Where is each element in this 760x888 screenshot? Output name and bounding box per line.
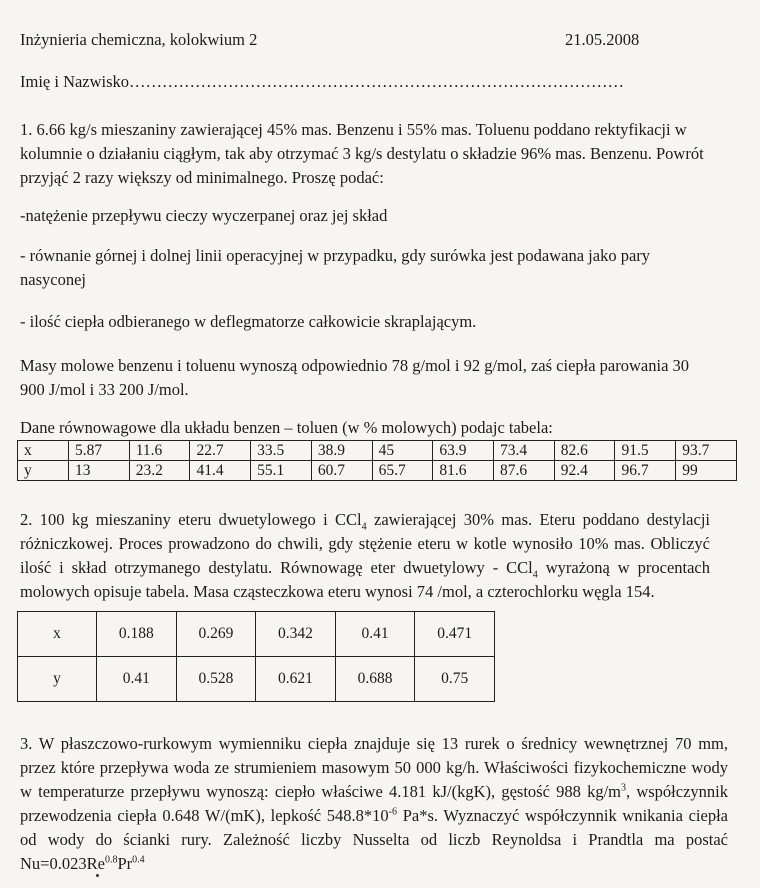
table-row-x <box>18 441 737 461</box>
task3-sup-d: 0.4 <box>132 854 145 866</box>
row-label-y: y <box>18 461 69 481</box>
task3-text-b: , współczynnik przewodzenia ciepła 0.648 W/(mK), lepkość 548.8*10 <box>20 782 728 825</box>
task2-text-c: wyrażoną w procentach molowych opisuje tabela. Masa cząsteczkowa eteru wynosi 74 /mol, a czterochlorku węgla 154. <box>20 558 711 601</box>
task2-sub-b: 4 <box>532 569 538 581</box>
table-cell: 82.6 <box>554 441 615 461</box>
table-cell: 63.9 <box>433 441 494 461</box>
task2-intro <box>20 508 710 604</box>
name-field: Imię i Nazwisko……………………………………………………………………………… <box>20 72 625 91</box>
exam-title: Inżynieria chemiczna, kolokwium 2 <box>20 30 258 49</box>
table-cell: 55.1 <box>251 461 312 481</box>
task2-text-b: zawierającej 30% mas. Eteru poddano destylacji różniczkowej. Proces prowadzono do chwili, gdy stężenie eteru w kotle wynosiło 10% mas. Obliczyć ilość i skład otrzymanego destylatu. Równowagę eter dwuetylowy - CCl <box>20 510 710 577</box>
task1-masses: Masy molowe benzenu i toluenu wynoszą odpowiednio 78 g/mol i 92 g/mol, zaś ciepła parowania 30 900 J/mol i 33 200 J/mol. <box>20 356 690 399</box>
table-cell: 96.7 <box>615 461 676 481</box>
task3-sup-c: 0.8 <box>104 854 118 866</box>
table-row-y <box>18 657 495 702</box>
table-cell: 33.5 <box>251 441 312 461</box>
table-cell: 38.9 <box>311 441 372 461</box>
table-cell: 0.528 <box>176 657 256 702</box>
task3-sup-a: 3 <box>621 782 626 794</box>
table-cell: 0.269 <box>176 612 256 657</box>
table-cell: 13 <box>69 461 130 481</box>
exam-date: 21.05.2008 <box>565 30 640 49</box>
table-cell: 92.4 <box>554 461 615 481</box>
vle-table-benzene-toluene <box>17 440 737 481</box>
table-cell: 23.2 <box>129 461 190 481</box>
task1-point2: - równanie górnej i dolnej linii operacyjnej w przypadku, gdy surówka jest podawana jako pary nasyconej <box>20 246 651 289</box>
table-cell: 11.6 <box>129 441 190 461</box>
vle-table-ether-ccl4 <box>17 611 495 702</box>
row-label-x: x <box>18 612 97 657</box>
task3-sup-b: -6 <box>388 806 397 818</box>
table-cell: 87.6 <box>494 461 555 481</box>
table-cell: 0.188 <box>97 612 177 657</box>
table-cell: 45 <box>372 441 433 461</box>
table-cell: 22.7 <box>190 441 251 461</box>
task3-text-c: Pa*s. Wyznaczyć współczynnik wnikania ciepła od wody do ścianki rury. Zależność liczby Nusselta od liczb Reynoldsa i Prandtla ma postać Nu=0.023Re <box>20 806 728 873</box>
table-cell: 91.5 <box>615 441 676 461</box>
table-cell: 99 <box>676 461 737 481</box>
table-cell: 0.41 <box>335 612 415 657</box>
task1-intro: 1. 6.66 kg/s mieszaniny zawierającej 45% mas. Benzenu i 55% mas. Toluenu poddano rektyfikacji w kolumnie o działaniu ciągłym, tak aby otrzymać 3 kg/s destylatu o składzie 96% mas. Benzenu. Powrót przyjąć 2 razy większy od minimalnego. Proszę podać: <box>20 120 704 187</box>
row-label-x: x <box>18 441 69 461</box>
table-cell: 65.7 <box>372 461 433 481</box>
table-row-x <box>18 612 495 657</box>
table-row-y <box>18 461 737 481</box>
table-cell: 0.342 <box>256 612 336 657</box>
table-cell: 0.621 <box>256 657 336 702</box>
task2-sub-a: 4 <box>361 521 367 533</box>
task3-text-a: 3. W płaszczowo-rurkowym wymienniku ciepła znajduje się 13 rurek o średnicy wewnętrznej 70 mm, przez które przepływa woda ze strumieniem masowym 50 000 kg/h. Właściwości fizykochemiczne wody w temperaturze przepływu wynoszą: ciepło właściwe 4.181 kJ/(kgK), gęstość 988 kg/m <box>20 734 728 801</box>
scan-dot <box>96 874 99 877</box>
table-cell: 0.471 <box>415 612 495 657</box>
task2-text-a: 2. 100 kg mieszaniny eteru dwuetylowego i CCl <box>20 510 362 529</box>
table-cell: 41.4 <box>190 461 251 481</box>
task3-text-d: Pr <box>117 854 133 873</box>
row-label-y: y <box>18 657 97 702</box>
task1-point3: - ilość ciepła odbieranego w deflegmatorze całkowicie skraplającym. <box>20 312 477 331</box>
table-cell: 0.688 <box>335 657 415 702</box>
task1-table-caption: Dane równowagowe dla układu benzen – toluen (w % molowych) podajc tabela: <box>20 418 553 437</box>
table-cell: 5.87 <box>69 441 130 461</box>
task3-text <box>20 732 728 876</box>
table-cell: 60.7 <box>311 461 372 481</box>
table-cell: 0.41 <box>97 657 177 702</box>
table-cell: 81.6 <box>433 461 494 481</box>
table-cell: 93.7 <box>676 441 737 461</box>
table-cell: 0.75 <box>415 657 495 702</box>
task1-point1: -natężenie przepływu cieczy wyczerpanej oraz jej skład <box>20 206 388 225</box>
table-cell: 73.4 <box>494 441 555 461</box>
